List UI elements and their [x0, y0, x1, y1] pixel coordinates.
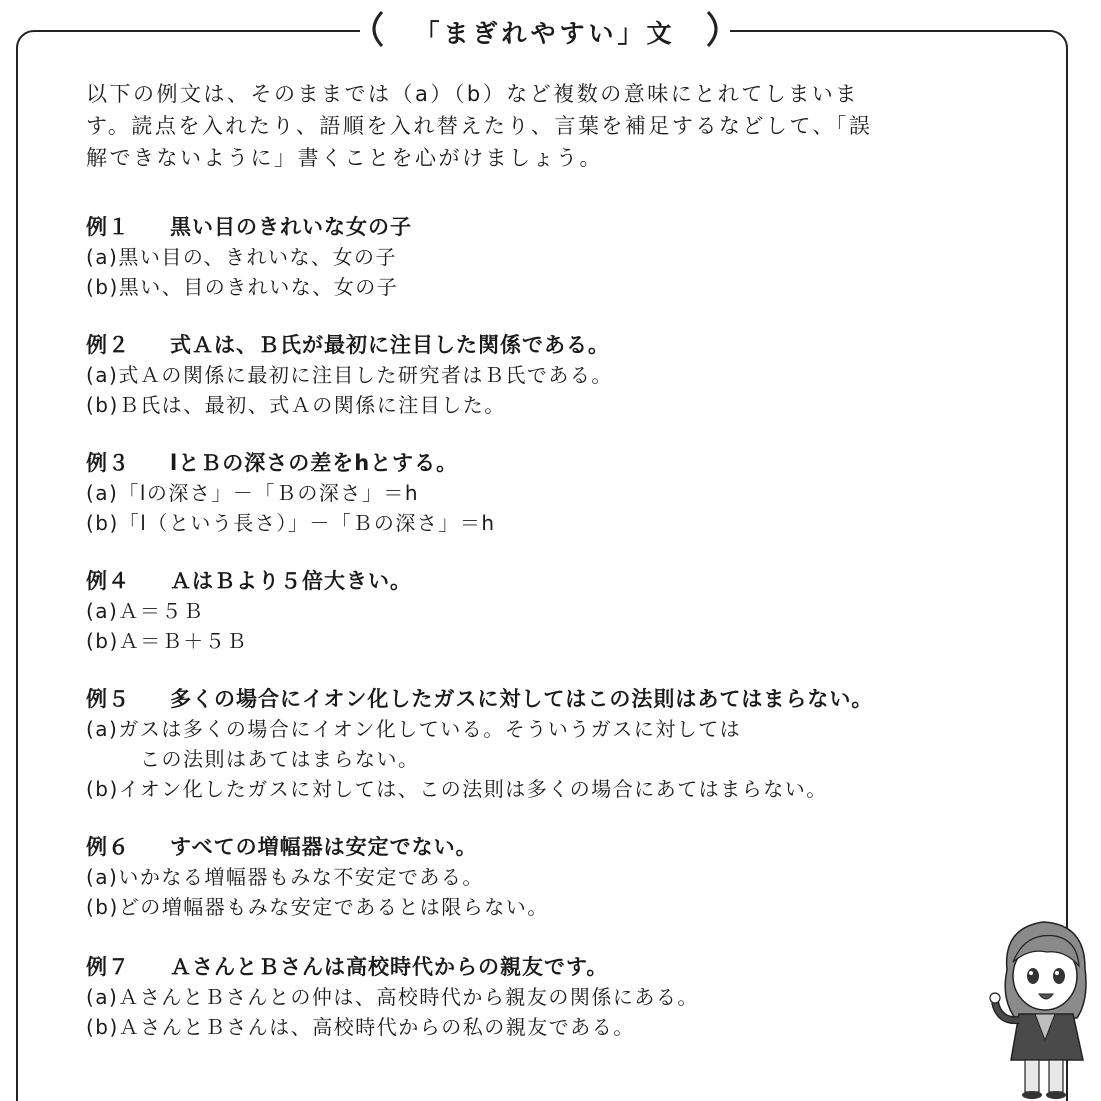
example-heading [86, 212, 1066, 242]
interpretation-b: (b)ＡさんとＢさんは、高校時代からの私の親友である。 [86, 1015, 635, 1039]
example-heading [86, 330, 1066, 360]
girl-character-illustration [985, 910, 1101, 1100]
example-sentence: 黒い目のきれいな女の子 [170, 215, 412, 239]
example-number: 例１ [86, 215, 130, 239]
example-number: 例７ [86, 955, 130, 979]
intro-line: 以下の例文は、そのままでは（a）（b）など複数の意味にとれてしまいま [86, 82, 859, 106]
example-heading [86, 566, 1066, 596]
example-heading [86, 448, 1066, 478]
interpretation-a: (a)ＡさんとＢさんとの仲は、高校時代から親友の関係にある。 [86, 985, 699, 1009]
example-3 [86, 448, 1066, 538]
example-sentence: すべての増幅器は安定でない。 [170, 835, 478, 859]
interpretation-a: (a)いかなる増幅器もみな不安定である。 [86, 865, 484, 889]
example-5 [86, 684, 1066, 804]
interpretation-a-continued: この法則はあてはまらない。 [140, 747, 420, 771]
example-sentence: ＡさんとＢさんは高校時代からの親友です。 [170, 955, 609, 979]
page-title: 「まぎれやすい」文 [414, 19, 676, 48]
example-heading [86, 684, 1066, 714]
interpretation-b: (b)「l（という長さ）」－「Ｂの深さ」＝h [86, 511, 496, 535]
interpretation-a: (a)「lの深さ」－「Ｂの深さ」＝h [86, 481, 420, 505]
intro-line: す。読点を入れたり、語順を入れ替えたり、言葉を補足するなどして、「誤 [86, 114, 873, 138]
example-number: 例５ [86, 687, 130, 711]
interpretation-a: (a)Ａ＝５Ｂ [86, 599, 205, 623]
example-sentence: 式Ａは、Ｂ氏が最初に注目した関係である。 [170, 333, 610, 357]
interpretation-a: (a)ガスは多くの場合にイオン化している。そういうガスに対しては [86, 717, 742, 741]
interpretation-b: (b)Ｂ氏は、最初、式Ａの関係に注目した。 [86, 393, 506, 417]
interpretation-a: (a)黒い目の、きれいな、女の子 [86, 245, 398, 269]
interpretation-b: (b)Ａ＝Ｂ＋５Ｂ [86, 629, 248, 653]
main-content [86, 78, 1046, 174]
interpretation-b: (b)イオン化したガスに対しては、この法則は多くの場合にあてはまらない。 [86, 777, 828, 801]
interpretation-b: (b)黒い、目のきれいな、女の子 [86, 275, 399, 299]
example-heading [86, 832, 1066, 862]
interpretation-a: (a)式Ａの関係に最初に注目した研究者はＢ氏である。 [86, 363, 613, 387]
example-number: 例６ [86, 835, 130, 859]
intro-line: 解できないように」書くことを心がけましょう。 [86, 146, 603, 170]
intro-paragraph [86, 78, 1046, 174]
example-number: 例４ [86, 569, 130, 593]
example-sentence: lとＢの深さの差をhとする。 [170, 451, 459, 475]
example-sentence: ＡはＢより５倍大きい。 [170, 569, 412, 593]
example-6 [86, 832, 1066, 922]
example-number: 例２ [86, 333, 130, 357]
title-banner [360, 8, 730, 50]
example-heading [86, 952, 1066, 982]
example-7 [86, 952, 1066, 1042]
example-2 [86, 330, 1066, 420]
example-number: 例３ [86, 451, 130, 475]
example-sentence: 多くの場合にイオン化したガスに対してはこの法則はあてはまらない。 [170, 687, 874, 711]
example-1 [86, 212, 1066, 302]
interpretation-b: (b)どの増幅器もみな安定であるとは限らない。 [86, 895, 549, 919]
example-4 [86, 566, 1066, 656]
